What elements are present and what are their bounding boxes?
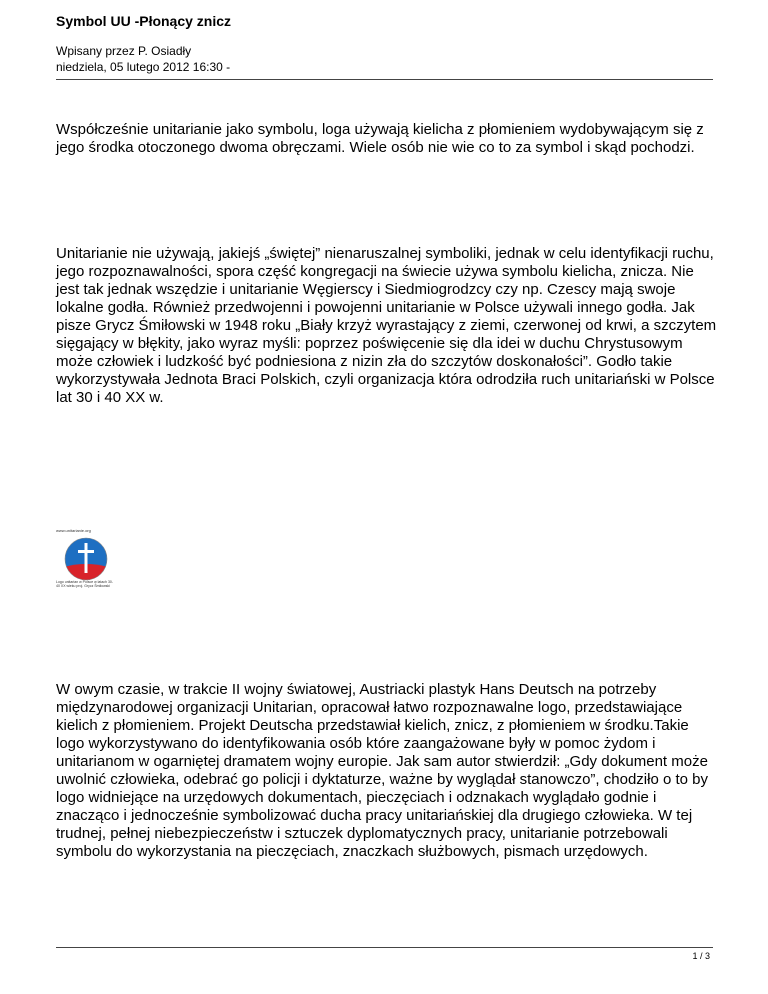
date-line: niedziela, 05 lutego 2012 16:30 -: [56, 60, 231, 74]
page-title: Symbol UU -Płonący znicz: [56, 13, 232, 29]
header-divider: [56, 79, 713, 80]
page-number: 1 / 3: [692, 951, 710, 961]
author-line: Wpisany przez P. Osiadły: [56, 44, 192, 58]
emblem-cross-vertical: [85, 543, 88, 573]
footer-divider: [56, 947, 713, 948]
paragraph-intro: Współcześnie unitarianie jako symbolu, loga używają kielicha z płomieniem wydobywającym się z jego środka otoczonego dwoma obręczami. Wiele osób nie wie co to za symbol i skąd pochodzi.: [56, 121, 704, 156]
article-meta: [56, 43, 230, 75]
paragraph-deutsch: W owym czasie, w trakcie II wojny światowej, Austriacki plastyk Hans Deutsch na potrzeby międzynarodowej organizacji Unitarian, opracował łatwo rozpoznawalne logo, przedstawiające kielich z płomieniem. Projekt Deutscha przedstawiał kielich, znicz, z płomieniem w środku.Takie logo wykorzystywano do identyfikowania osób które zaangażowane były w pomoc żydom i unitarianom w ogarniętej dramatem wojny europie. Jak sam autor stwierdził: „Gdy dokument może uwolnić człowieka, odebrać go policji i dyktaturze, ważne by wyglądał stanowczo”, chodziło o to by logo widniejące na urzędowych dokumentach, pieczęciach i odznakach wyglądało godnie i znacząco i jednocześnie symbolizować ducha pracy unitariańskiej dla drugiego człowieka. W tej trudnej, pełnej niebezpieczeństw i sztuczek dyplomatycznych pracy, unitarianie potrzebowali symbolu do wykorzystania na pieczęciach, znaczkach służbowych, pismach urzędowych.: [56, 681, 708, 860]
paragraph-history: Unitarianie nie używają, jakiejś „świętej” nienaruszalnej symboliki, jednak w celu identyfikacji ruchu, jego rozpoznawalności, spora część kongregacji na świecie używa symbolu kielicha, znicza. Nie jest tak jednak wszędzie i unitarianie Węgierscy i Siedmiogrodzcy czy np. Czescy mają swoje lokalne godła. Również przedwojenni i powojenni unitarianie w Polsce używali innego godła. Jak pisze Grycz Śmiłowski w 1948 roku „Biały krzyż wyrastający z ziemi, czerwonej od krwi, a szczytem sięgający w błękity, jako wyraz myśli: poprzez poświęcenie się dla idei w duchu Chrystusowym może człowiek i ludzkość być podniesiona z nizin zła do szczytów doskonałości”. Godło takie wykorzystywała Jednota Braci Polskich, czyli organizacja która odrodziła ruch unitariański w Polsce lat 30 i 40 XX w.: [56, 245, 717, 406]
cross-emblem-icon: [64, 537, 108, 581]
emblem-top-caption: www.unitarianie.org: [56, 528, 91, 533]
emblem-bottom-caption: Logo unitarian w Polsce w latach 30-40 XX wieku proj. Grycz Śmiłowski: [56, 580, 114, 588]
emblem-cross-horizontal: [78, 550, 94, 553]
polish-unitarian-emblem-image: [56, 528, 126, 594]
